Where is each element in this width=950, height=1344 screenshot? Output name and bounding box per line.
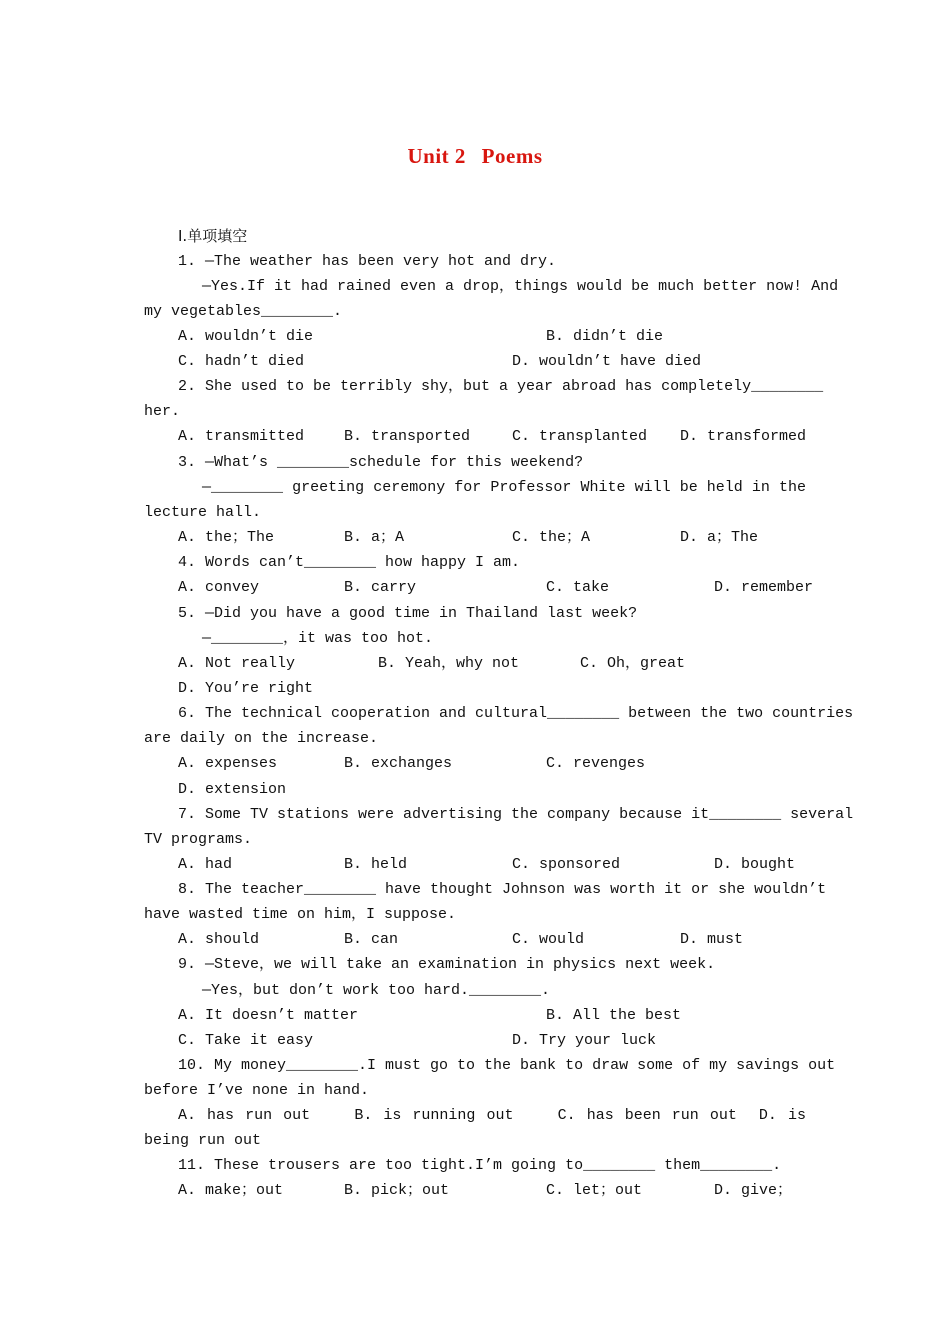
q5-option-a: A. Not really [178,655,296,672]
q2-option-d: D. transformed [680,428,807,445]
q5-option-d: D. You’re right [178,680,314,697]
q2-option-c: C. transplanted [512,428,648,445]
q6-stem-cont: are daily on the increase. [144,730,379,747]
q7-stem-cont: TV programs. [144,831,253,848]
q8-option-b: B. can [344,931,399,948]
q7-option-c: C. sponsored [512,856,621,873]
q2-option-a: A. transmitted [178,428,305,445]
q9-reply: —Yes，but don’t work too hard.________. [202,982,551,999]
q10-stem-cont: before I’ve none in hand. [144,1082,370,1099]
q6-option-a: A. expenses [178,755,278,772]
q3-option-b: B. a；A [344,529,405,546]
q11-stem: 11. These trousers are too tight.I’m going to________ them________. [178,1157,782,1174]
title-unit: Unit 2 [407,144,466,168]
q8-option-c: C. would [512,931,585,948]
q5-option-c: C. Oh，great [580,655,686,672]
q2-stem: 2. She used to be terribly shy，but a year abroad has completely________ [178,378,824,395]
q1-reply-cont: my vegetables________. [144,303,343,320]
q9-option-c: C. Take it easy [178,1032,314,1049]
q6-option-c: C. revenges [546,755,646,772]
q5-reply: —________，it was too hot. [202,630,434,647]
q10-option-d-cont: being run out [144,1132,262,1149]
q1-stem: 1. —The weather has been very hot and dry. [178,253,557,270]
q1-option-d: D. wouldn’t have died [512,353,702,370]
q4-option-b: B. carry [344,579,417,596]
q7-option-b: B. held [344,856,408,873]
q10-stem: 10. My money________.I must go to the bank to draw some of my savings out [178,1057,836,1074]
q4-stem: 4. Words can’t________ how happy I am. [178,554,521,571]
q11-option-a: A. make；out [178,1182,284,1199]
q4-option-c: C. take [546,579,610,596]
q7-option-d: D. bought [714,856,796,873]
q4-option-a: A. convey [178,579,260,596]
q5-option-b: B. Yeah，why not [378,655,520,672]
q11-option-d: D. give； [714,1182,793,1199]
q8-option-a: A. should [178,931,260,948]
q1-option-b: B. didn’t die [546,328,664,345]
q9-option-d: D. Try your luck [512,1032,657,1049]
q8-stem: 8. The teacher________ have thought Johnson was worth it or she wouldn’t [178,881,827,898]
q1-option-a: A. wouldn’t die [178,328,314,345]
q11-option-b: B. pick；out [344,1182,450,1199]
title-name: Poems [481,144,543,168]
page-title [0,144,950,169]
q11-option-c: C. let；out [546,1182,643,1199]
q3-reply: —________ greeting ceremony for Professor White will be held in the [202,479,806,496]
q3-option-d: D. a；The [680,529,759,546]
q8-option-d: D. must [680,931,744,948]
q6-stem: 6. The technical cooperation and cultural________ between the two countries [178,705,854,722]
q1-reply: —Yes.If it had rained even a drop，things would be much better now! And [202,278,839,295]
q6-option-b: B. exchanges [344,755,453,772]
q3-stem: 3. —What’s ________schedule for this weekend? [178,454,584,471]
q5-stem: 5. —Did you have a good time in Thailand last week? [178,605,638,622]
q3-option-a: A. the；The [178,529,275,546]
q2-option-b: B. transported [344,428,471,445]
q9-option-a: A. It doesn’t matter [178,1007,359,1024]
q9-option-b: B. All the best [546,1007,682,1024]
q7-option-a: A. had [178,856,233,873]
q3-option-c: C. the；A [512,529,591,546]
q2-stem-cont: her. [144,403,181,420]
q6-option-d: D. extension [178,781,287,798]
q3-reply-cont: lecture hall. [144,504,262,521]
q10-options: A. has run out B. is running out C. has been run out D. is [178,1107,806,1124]
q1-option-c: C. hadn’t died [178,353,305,370]
q7-stem: 7. Some TV stations were advertising the company because it________ several [178,806,854,823]
q9-stem: 9. —Steve，we will take an examination in physics next week. [178,956,716,973]
q8-stem-cont: have wasted time on him，I suppose. [144,906,457,923]
q4-option-d: D. remember [714,579,814,596]
section-heading: Ⅰ.单项填空 [178,227,248,245]
